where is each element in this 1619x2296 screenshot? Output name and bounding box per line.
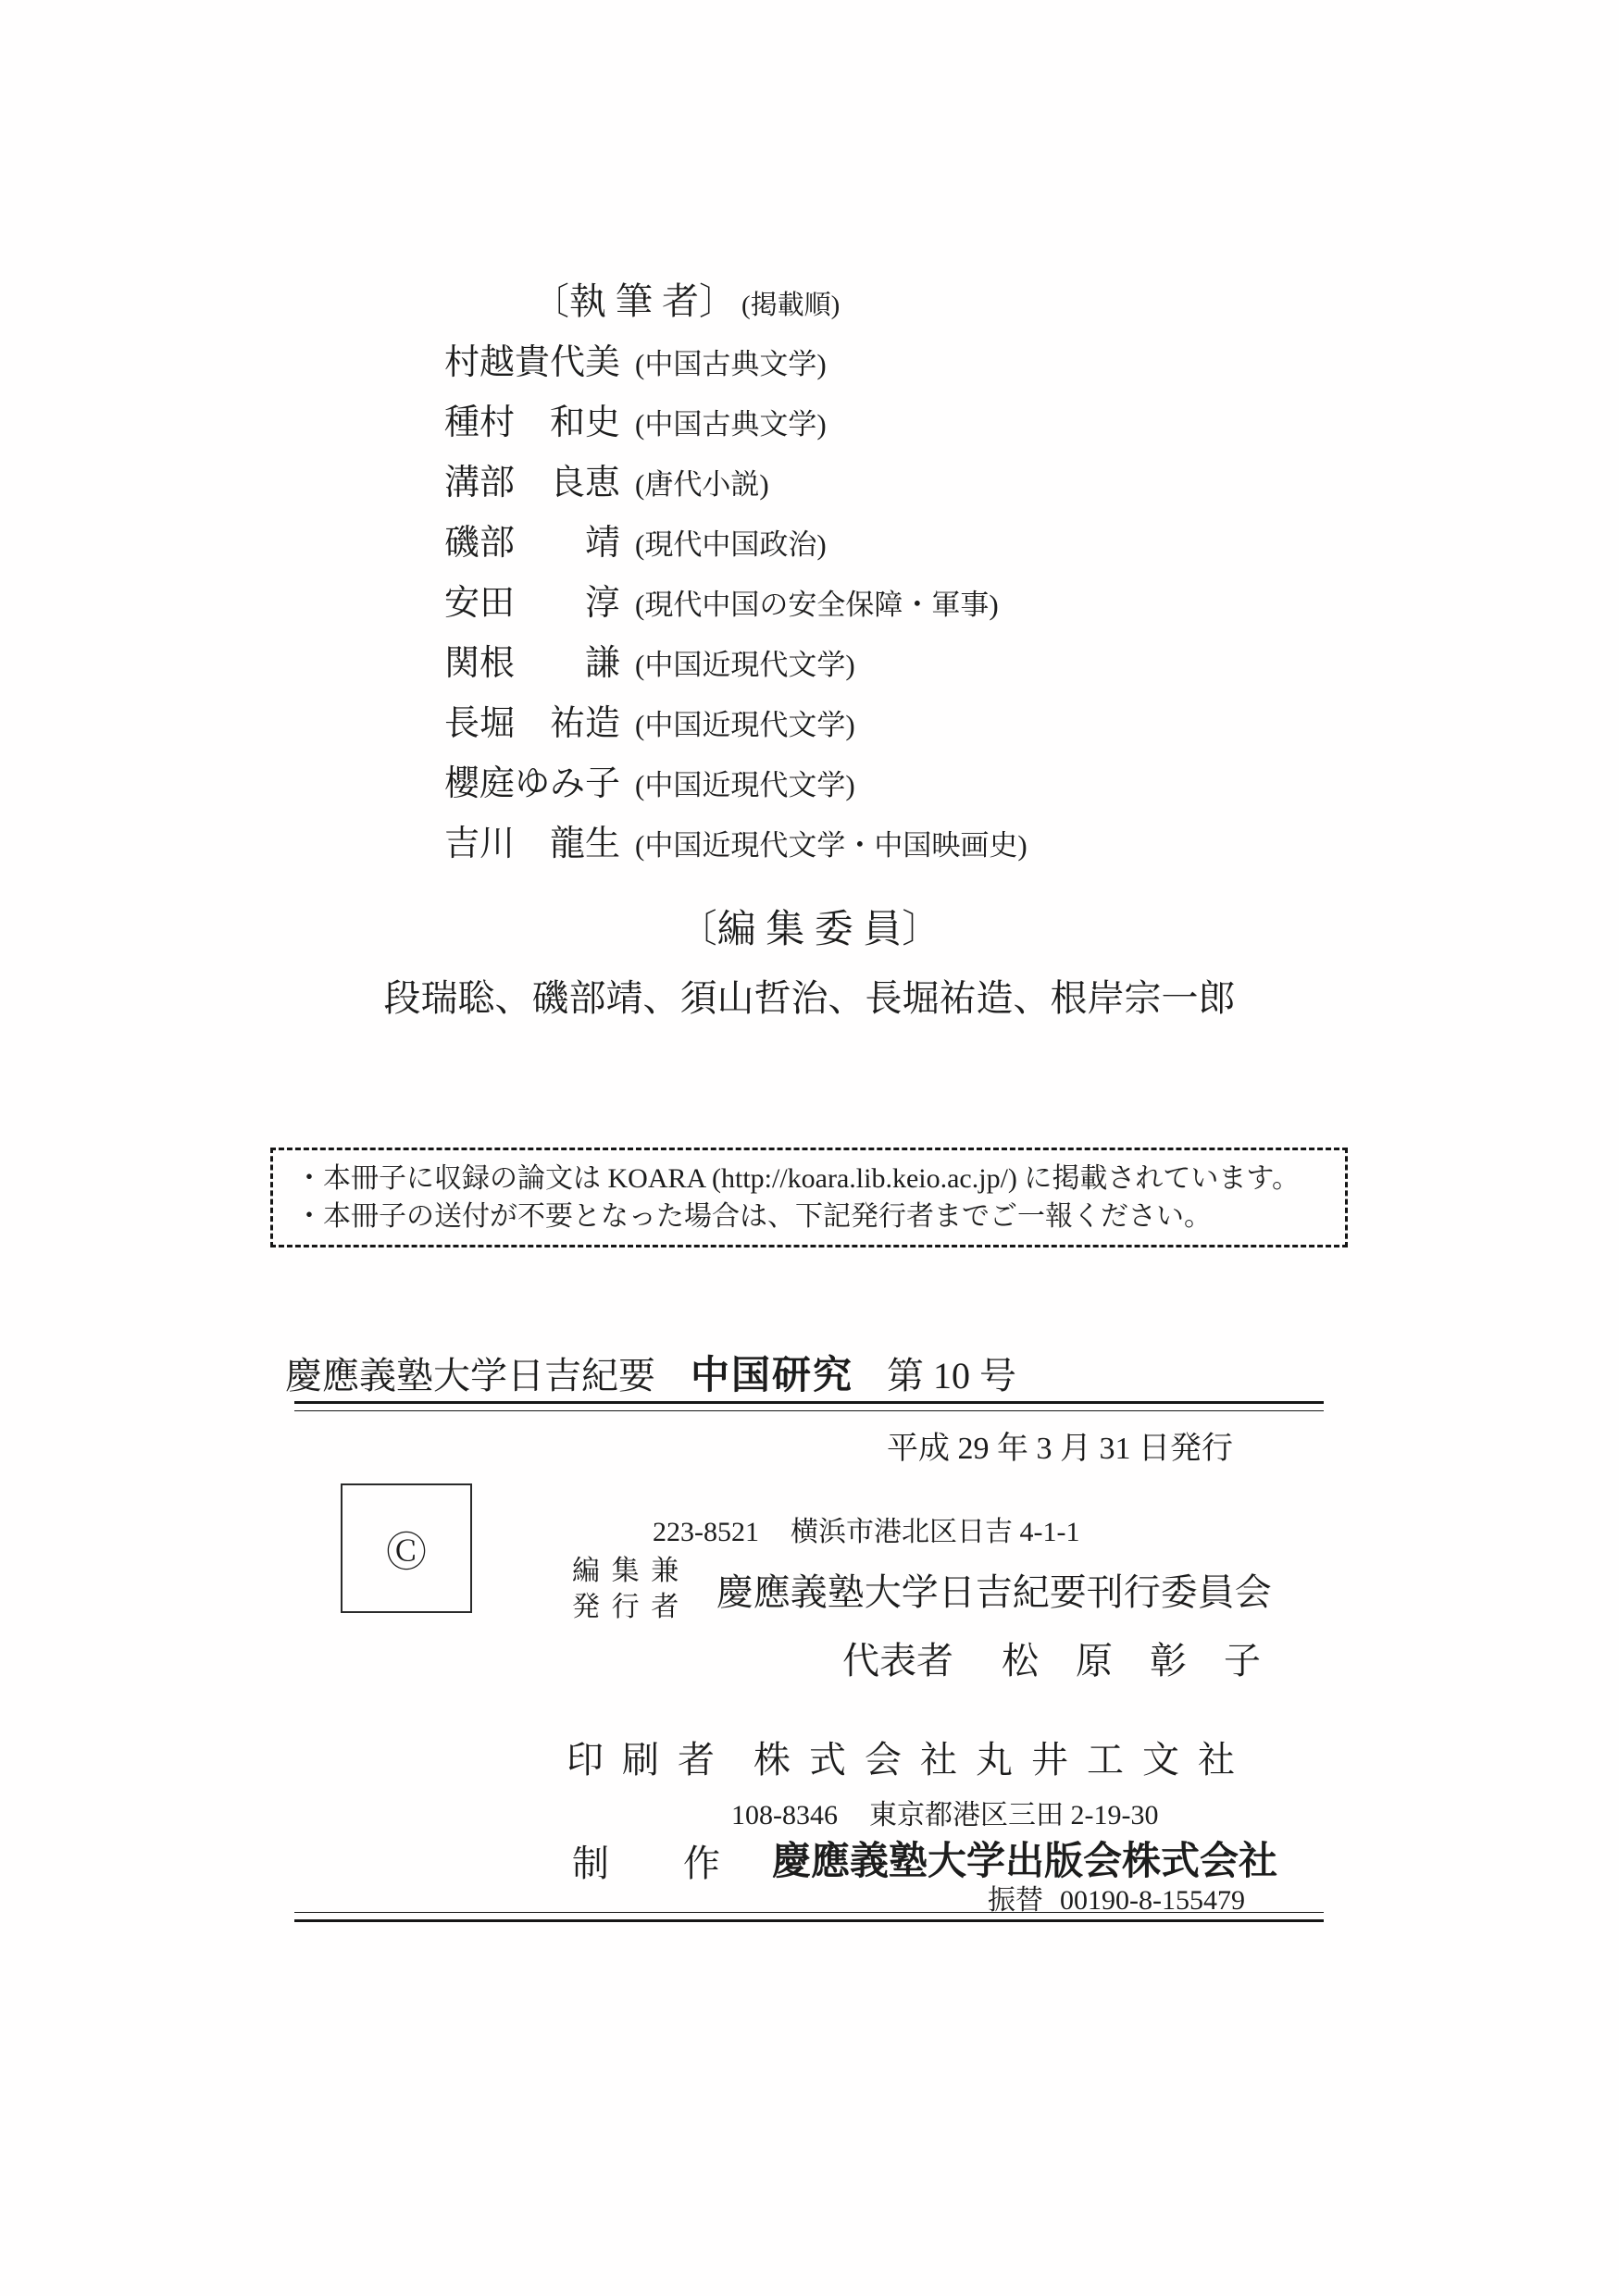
postal-transfer-label: 振替 bbox=[988, 1885, 1044, 1916]
double-rule-bottom bbox=[294, 1912, 1324, 1922]
printer-address: 東京都港区三田 2-19-30 bbox=[869, 1800, 1159, 1831]
author-row bbox=[444, 393, 1027, 453]
author-field: (中国近現代文学・中国映画史) bbox=[635, 829, 1027, 862]
editorial-board-members: 段瑞聡、磯部靖、須山哲治、長堀祐造、根岸宗一郎 bbox=[383, 977, 1236, 1019]
author-field: (現代中国の安全保障・軍事) bbox=[635, 589, 999, 621]
journal-title-row bbox=[285, 1351, 1016, 1399]
representative-name: 松 原 彰 子 bbox=[1002, 1640, 1261, 1682]
series-title: 慶應義塾大学日吉紀要 bbox=[285, 1355, 655, 1396]
author-name: 長堀 祐造 bbox=[444, 704, 621, 743]
printer-postal-code: 108-8346 bbox=[731, 1800, 838, 1831]
author-row bbox=[444, 333, 1027, 393]
production-name: 慶應義塾大学出版会株式会社 bbox=[772, 1838, 1278, 1882]
copyright-box bbox=[341, 1483, 472, 1613]
printer-name: 株式会社丸井工文社 bbox=[753, 1739, 1253, 1781]
author-row bbox=[444, 694, 1027, 754]
author-field: (中国古典文学) bbox=[635, 408, 827, 441]
author-name: 種村 和史 bbox=[444, 403, 621, 442]
double-rule-top bbox=[294, 1401, 1324, 1411]
publisher-row bbox=[572, 1553, 1272, 1625]
printer-label: 印刷者 bbox=[567, 1739, 733, 1781]
editorial-board-section bbox=[0, 907, 1619, 1022]
author-name: 関根 謙 bbox=[444, 644, 621, 683]
author-row bbox=[444, 634, 1027, 694]
author-name: 溝部 良恵 bbox=[444, 464, 621, 503]
author-field: (中国近現代文学) bbox=[635, 769, 855, 801]
notice-line-delivery: ・本冊子の送付が不要となった場合は、下記発行者までご一報ください。 bbox=[295, 1201, 1212, 1232]
production-label: 制 作 bbox=[572, 1843, 720, 1884]
author-row bbox=[444, 574, 1027, 634]
publisher-address: 横浜市港北区日吉 4-1-1 bbox=[791, 1517, 1080, 1547]
notice-box bbox=[270, 1148, 1348, 1247]
author-field: (中国近現代文学) bbox=[635, 649, 855, 681]
contributors-heading: 〔執 筆 者〕 bbox=[532, 280, 736, 322]
contributors-section bbox=[444, 270, 1027, 875]
author-field: (現代中国政治) bbox=[635, 528, 827, 561]
issue-number: 第 10 号 bbox=[887, 1355, 1017, 1396]
author-row bbox=[444, 453, 1027, 514]
author-name: 吉川 龍生 bbox=[444, 825, 621, 863]
postal-transfer-number: 00190-8-155479 bbox=[1060, 1885, 1245, 1916]
publisher-address-line bbox=[653, 1516, 1079, 1549]
publisher-name: 慶應義塾大学日吉紀要刊行委員会 bbox=[716, 1570, 1272, 1613]
author-row bbox=[444, 814, 1027, 875]
publication-date: 平成 29 年 3 月 31 日発行 bbox=[887, 1432, 1233, 1466]
author-row bbox=[444, 754, 1027, 814]
representative-row bbox=[555, 1641, 1261, 1682]
contributors-order-note: (掲載順) bbox=[741, 291, 841, 320]
author-name: 村越貴代美 bbox=[444, 343, 621, 382]
printer-row bbox=[567, 1738, 1253, 1782]
author-field: (中国近現代文学) bbox=[635, 709, 855, 741]
contributors-heading-row bbox=[532, 270, 1027, 333]
author-field: (唐代小説) bbox=[635, 468, 769, 501]
publisher-role-line1: 編集兼 bbox=[572, 1556, 691, 1586]
author-name: 安田 淳 bbox=[444, 584, 621, 623]
author-name: 磯部 靖 bbox=[444, 524, 621, 563]
author-name: 櫻庭ゆみ子 bbox=[444, 764, 621, 803]
notice-line-koara: ・本冊子に収録の論文は KOARA (http://koara.lib.keio.ac.jp/) に掲載されています。 bbox=[295, 1163, 1301, 1194]
publisher-role-label bbox=[572, 1553, 691, 1625]
production-row bbox=[572, 1834, 1277, 1887]
representative-label: 代表者 bbox=[842, 1640, 953, 1682]
publisher-role-line2: 発行者 bbox=[572, 1592, 691, 1622]
author-field: (中国古典文学) bbox=[635, 348, 827, 380]
author-row bbox=[444, 514, 1027, 574]
editorial-board-heading: 〔編 集 委 員〕 bbox=[678, 909, 941, 951]
publisher-postal-code: 223-8521 bbox=[653, 1517, 759, 1547]
copyright-mark: Ⓒ bbox=[386, 1530, 427, 1575]
printer-address-line bbox=[731, 1799, 1158, 1832]
journal-title: 中国研究 bbox=[691, 1353, 854, 1396]
